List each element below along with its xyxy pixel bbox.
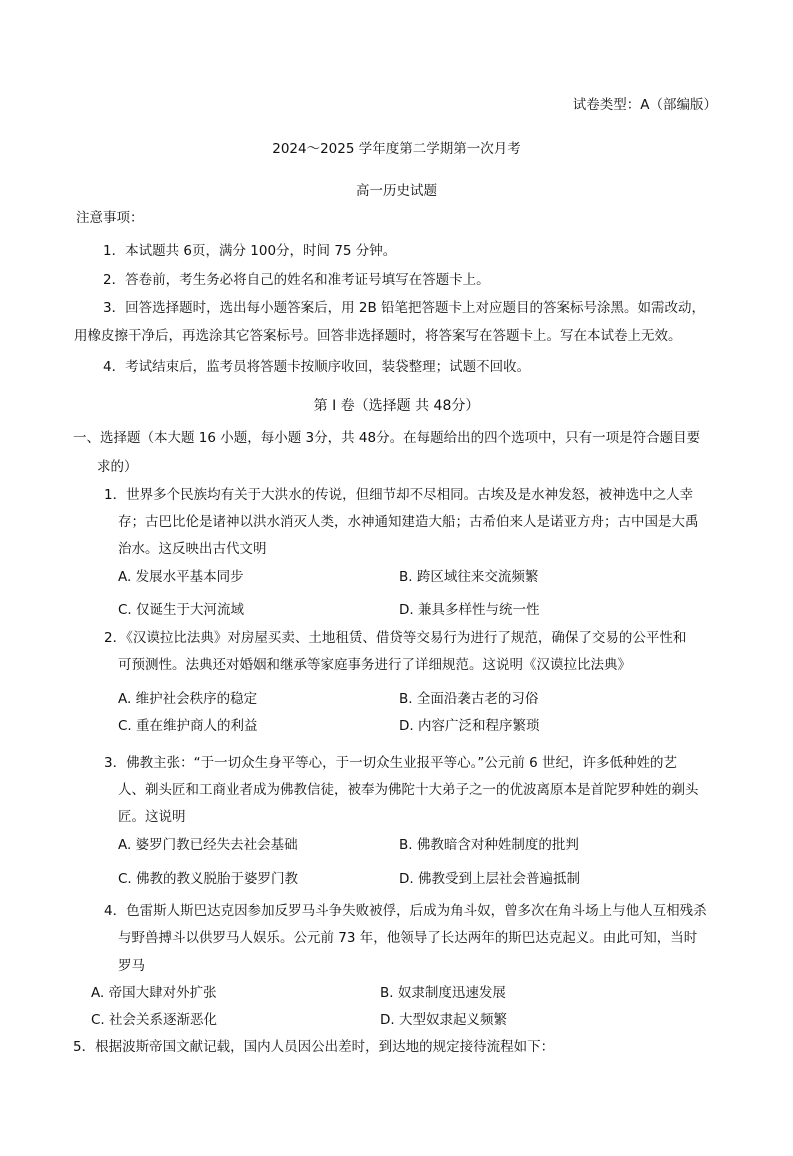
notice-item-2: 2．答卷前，考生务必将自己的姓名和准考证号填写在答题卡上。 bbox=[103, 272, 490, 288]
question-5-line-1: 5．根据波斯帝国文献记载，国内人员因公出差时，到达地的规定接待流程如下： bbox=[73, 1039, 555, 1055]
question-2-option-a[interactable]: A. 维护社会秩序的稳定 bbox=[118, 691, 258, 707]
subject-title: 高一历史试题 bbox=[356, 183, 437, 199]
question-4-option-a[interactable]: A. 帝国大肆对外扩张 bbox=[91, 985, 217, 1001]
exam-title: 2024～2025 学年度第二学期第一次月考 bbox=[272, 141, 521, 157]
paper-type-label: 试卷类型：A（部编版） bbox=[572, 97, 717, 113]
question-3-option-a[interactable]: A. 婆罗门教已经失去社会基础 bbox=[118, 837, 298, 853]
question-3-option-b[interactable]: B. 佛教暗含对种姓制度的批判 bbox=[399, 837, 579, 853]
notice-item-3-continued: 用橡皮擦干净后，再选涂其它答案标号。回答非选择题时，将答案写在答题卡上。写在本试卷上无效。 bbox=[74, 328, 682, 344]
question-4-line-1: 4．色雷斯人斯巴达克因参加反罗马斗争失败被俘，后成为角斗奴，曾多次在角斗场上与他人互相残杀 bbox=[104, 903, 707, 919]
question-2-option-d[interactable]: D. 内容广泛和程序繁琐 bbox=[399, 718, 540, 734]
question-2-option-c[interactable]: C. 重在维护商人的利益 bbox=[118, 718, 258, 734]
question-3-line-2: 人、剃头匠和工商业者成为佛教信徒，被奉为佛陀十大弟子之一的优波离原本是首陀罗种姓的剃头 bbox=[118, 782, 699, 798]
notice-item-1: 1．本试题共 6页，满分 100分，时间 75 分钟。 bbox=[103, 243, 397, 259]
question-4-line-3: 罗马 bbox=[118, 958, 145, 974]
part-one-title: 第 I 卷（选择题 共 48分） bbox=[313, 398, 480, 414]
question-1-option-d[interactable]: D. 兼具多样性与统一性 bbox=[399, 602, 540, 618]
question-1-option-b[interactable]: B. 跨区域往来交流频繁 bbox=[399, 569, 539, 585]
question-2-option-b[interactable]: B. 全面沿袭古老的习俗 bbox=[399, 691, 539, 707]
notice-item-4: 4．考试结束后，监考员将答题卡按顺序收回，装袋整理；试题不回收。 bbox=[103, 359, 531, 375]
question-4-option-c[interactable]: C. 社会关系逐渐恶化 bbox=[91, 1012, 218, 1028]
notice-heading: 注意事项： bbox=[76, 210, 144, 226]
question-3-option-d[interactable]: D. 佛教受到上层社会普遍抵制 bbox=[399, 871, 580, 887]
question-4-option-d[interactable]: D. 大型奴隶起义频繁 bbox=[380, 1012, 507, 1028]
question-1-line-2: 存；古巴比伦是诸神以洪水消灭人类，水神通知建造大船；古希伯来人是诺亚方舟；古中国是大禹 bbox=[118, 514, 699, 530]
question-3-line-1: 3．佛教主张：“于一切众生身平等心，于一切众生业报平等心。”公元前 6 世纪，许多低种姓的艺 bbox=[104, 755, 677, 771]
section-one-heading-line-2: 求的） bbox=[97, 459, 138, 475]
question-3-line-3: 匠。这说明 bbox=[118, 809, 186, 825]
question-3-option-c[interactable]: C. 佛教的教义脱胎于婆罗门教 bbox=[118, 871, 299, 887]
notice-item-3: 3．回答选择题时，选出每小题答案后，用 2B 铅笔把答题卡上对应题目的答案标号涂黑。如需改动， bbox=[103, 300, 706, 316]
question-1-option-c[interactable]: C. 仅诞生于大河流域 bbox=[118, 602, 245, 618]
question-2-line-2: 可预测性。法典还对婚姻和继承等家庭事务进行了详细规范。这说明《汉谟拉比法典》 bbox=[118, 657, 631, 673]
question-4-option-b[interactable]: B. 奴隶制度迅速发展 bbox=[380, 985, 506, 1001]
question-1-option-a[interactable]: A. 发展水平基本同步 bbox=[118, 569, 244, 585]
question-1-line-3: 治水。这反映出古代文明 bbox=[118, 541, 267, 557]
section-one-heading-line-1: 一、选择题（本大题 16 小题，每小题 3分，共 48分。在每题给出的四个选项中，只有一项是符合题目要 bbox=[73, 430, 701, 446]
question-1-line-1: 1．世界多个民族均有关于大洪水的传说，但细节却不尽相同。古埃及是水神发怒，被神选中之人幸 bbox=[104, 487, 694, 503]
question-4-line-2: 与野兽搏斗以供罗马人娱乐。公元前 73 年，他领导了长达两年的斯巴达克起义。由此可知，当时 bbox=[118, 930, 698, 946]
question-2-line-1: 2．《汉谟拉比法典》对房屋买卖、土地租赁、借贷等交易行为进行了规范，确保了交易的公平性和 bbox=[104, 630, 687, 646]
